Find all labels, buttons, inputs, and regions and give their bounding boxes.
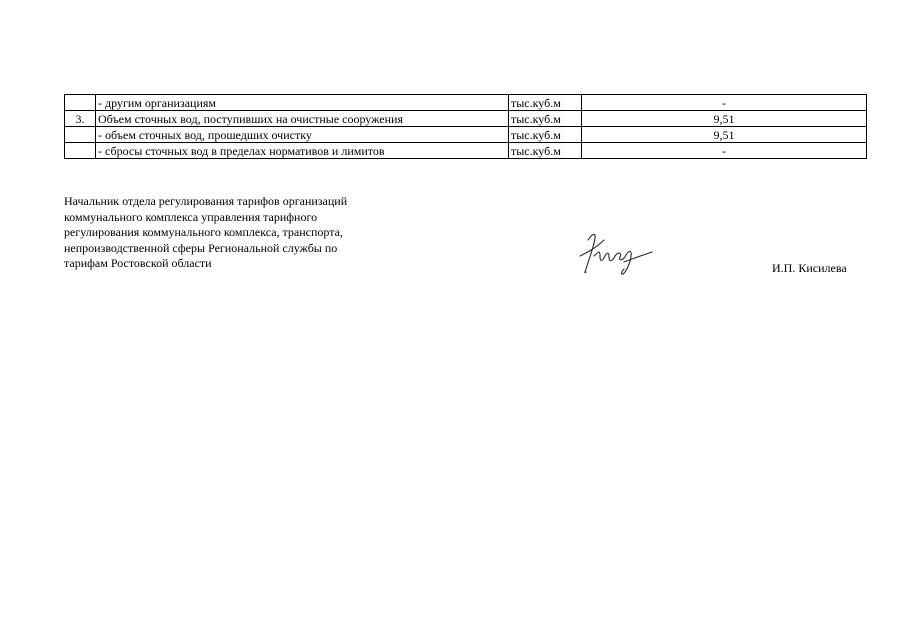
row-unit: тыс.куб.м [509, 95, 582, 111]
row-indicator-name: Объем сточных вод, поступивших на очистные сооружения [96, 111, 509, 127]
row-number [65, 127, 96, 143]
row-unit: тыс.куб.м [509, 143, 582, 159]
signer-title-line: тарифам Ростовской области [64, 256, 212, 270]
table-row [65, 111, 867, 127]
handwritten-signature [574, 226, 656, 280]
row-indicator-name: - объем сточных вод, прошедших очистку [96, 127, 509, 143]
signer-name: И.П. Кисилева [772, 261, 847, 275]
row-indicator-name: - сбросы сточных вод в пределах нормативов и лимитов [96, 143, 509, 159]
table-row [65, 127, 867, 143]
signer-position-title [64, 194, 404, 272]
table-row [65, 95, 867, 111]
row-value: - [582, 95, 867, 111]
row-number [65, 143, 96, 159]
tariff-table [64, 94, 867, 159]
row-value: 9,51 [582, 127, 867, 143]
row-number [65, 95, 96, 111]
row-indicator-name: - другим организациям [96, 95, 509, 111]
signer-title-line: Начальник отдела регулирования тарифов организаций [64, 194, 348, 208]
signer-title-line: регулирования коммунального комплекса, транспорта, [64, 225, 343, 239]
row-value: 9,51 [582, 111, 867, 127]
row-value: - [582, 143, 867, 159]
signer-title-line: непроизводственной сферы Региональной службы по [64, 240, 338, 255]
row-unit: тыс.куб.м [509, 127, 582, 143]
row-number: 3. [65, 111, 96, 127]
signer-title-line: коммунального комплекса управления тарифного [64, 209, 318, 224]
row-unit: тыс.куб.м [509, 111, 582, 127]
table-row [65, 143, 867, 159]
